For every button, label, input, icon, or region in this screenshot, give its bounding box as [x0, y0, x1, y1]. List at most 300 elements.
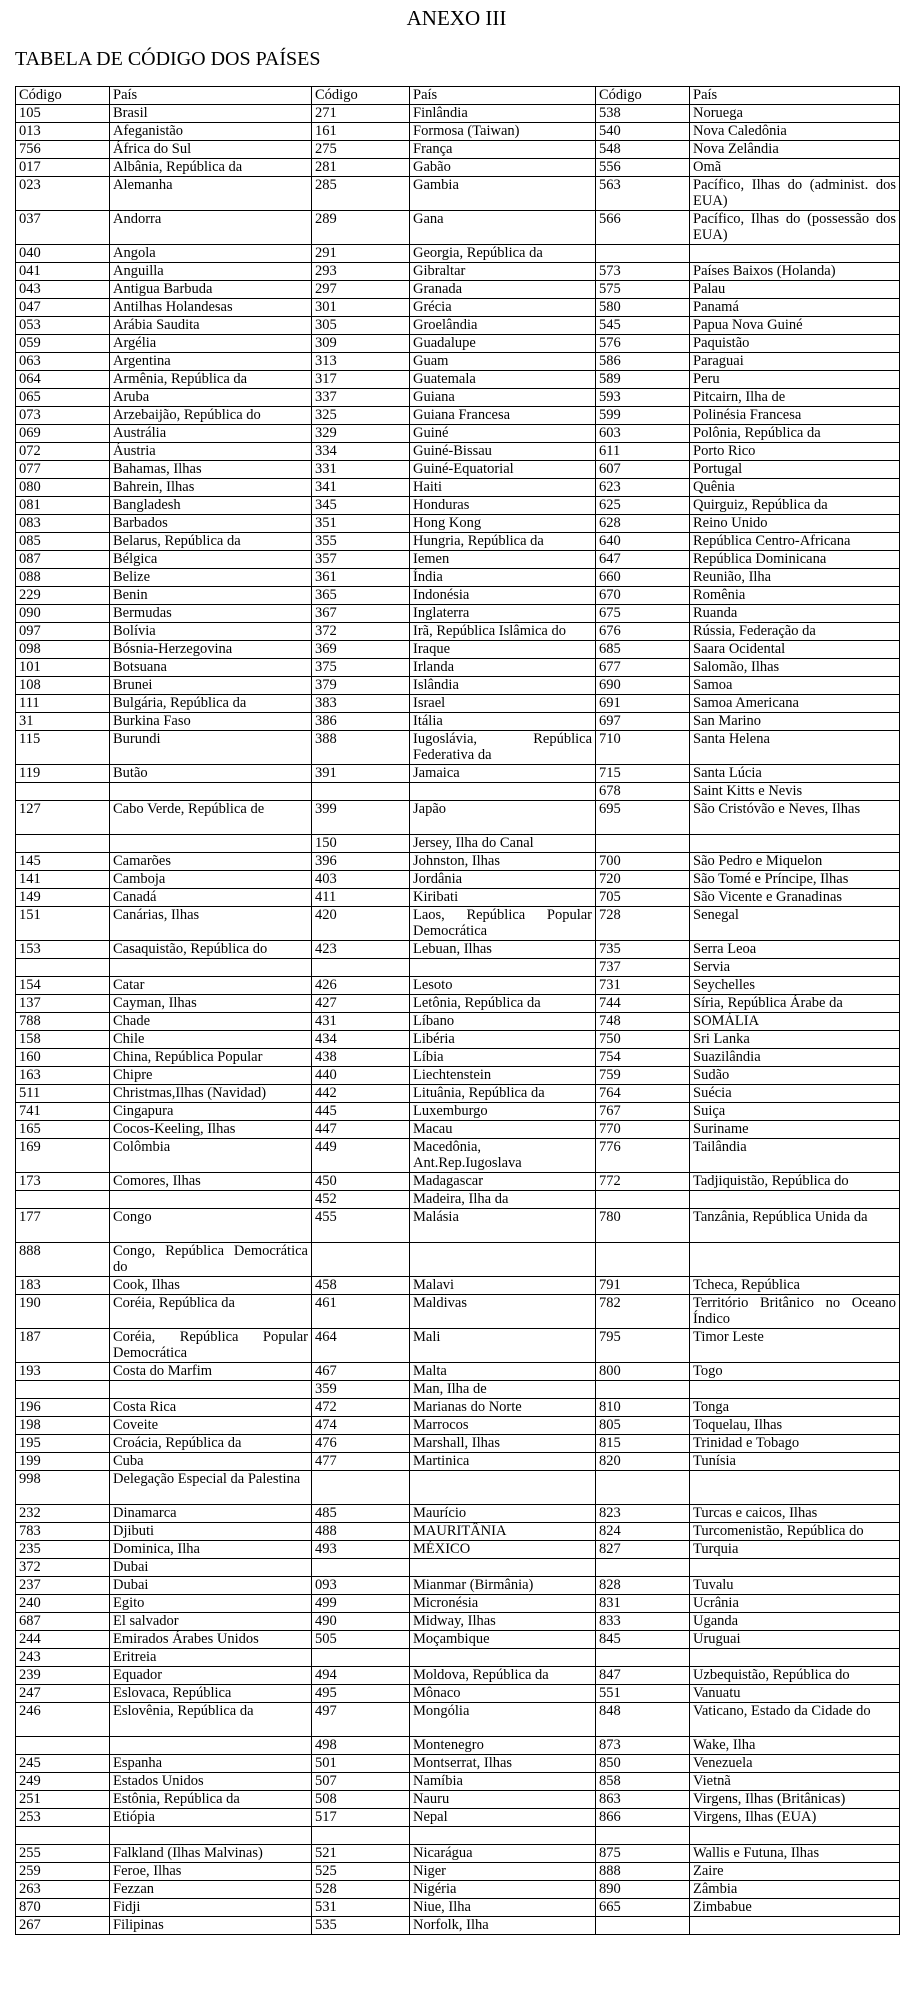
cell-country-3: São Pedro e Miquelon: [690, 853, 900, 871]
cell-country-1: Christmas,Ilhas (Navidad): [110, 1085, 312, 1103]
annex-title: ANEXO III: [406, 6, 507, 30]
table-row: [16, 1049, 900, 1067]
cell-country-1: Cocos-Keeling, Ilhas: [110, 1121, 312, 1139]
table-row: [16, 1209, 900, 1243]
cell-country-1: Brasil: [110, 105, 312, 123]
table-row: [16, 1399, 900, 1417]
cell-country-1: Congo, República Democrática do: [110, 1243, 312, 1277]
cell-code-3: 750: [596, 1031, 690, 1049]
cell-code-2: 426: [312, 977, 410, 995]
cell-code-3: [596, 1381, 690, 1399]
cell-country-3: Tcheca, República: [690, 1277, 900, 1295]
cell-code-3: 599: [596, 407, 690, 425]
cell-country-2: Marianas do Norte: [410, 1399, 596, 1417]
cell-country-3: Nova Caledônia: [690, 123, 900, 141]
cell-code-2: 317: [312, 371, 410, 389]
cell-country-3: [690, 245, 900, 263]
cell-country-2: Jersey, Ilha do Canal: [410, 835, 596, 853]
cell-country-2: Líbia: [410, 1049, 596, 1067]
cell-code-3: 744: [596, 995, 690, 1013]
cell-country-2: Nicarágua: [410, 1845, 596, 1863]
cell-code-2: 285: [312, 177, 410, 211]
cell-code-1: 263: [16, 1881, 110, 1899]
cell-code-2: 461: [312, 1295, 410, 1329]
cell-code-2: 507: [312, 1773, 410, 1791]
table-row: [16, 1649, 900, 1667]
cell-code-3: 805: [596, 1417, 690, 1435]
cell-country-1: Burundi: [110, 731, 312, 765]
table-row: [16, 1809, 900, 1827]
table-row: [16, 407, 900, 425]
cell-code-1: 087: [16, 551, 110, 569]
cell-code-3: 759: [596, 1067, 690, 1085]
cell-country-2: Grécia: [410, 299, 596, 317]
table-row: [16, 677, 900, 695]
cell-country-2: Niger: [410, 1863, 596, 1881]
cell-code-1: 165: [16, 1121, 110, 1139]
cell-code-2: 450: [312, 1173, 410, 1191]
cell-country-1: [110, 1191, 312, 1209]
cell-code-3: 556: [596, 159, 690, 177]
table-row: [16, 569, 900, 587]
cell-code-2: 485: [312, 1505, 410, 1523]
cell-code-3: 831: [596, 1595, 690, 1613]
cell-country-2: Índia: [410, 569, 596, 587]
cell-country-2: Granada: [410, 281, 596, 299]
cell-country-1: Cayman, Ilhas: [110, 995, 312, 1013]
cell-country-3: Samoa: [690, 677, 900, 695]
table-row: [16, 623, 900, 641]
cell-code-2: 325: [312, 407, 410, 425]
cell-country-1: Equador: [110, 1667, 312, 1685]
cell-country-3: [690, 1917, 900, 1935]
cell-code-1: 193: [16, 1363, 110, 1381]
cell-country-1: Cuba: [110, 1453, 312, 1471]
cell-country-3: Saara Ocidental: [690, 641, 900, 659]
table-row: [16, 159, 900, 177]
cell-country-3: Pacífico, Ilhas do (possessão dos EUA): [690, 211, 900, 245]
cell-code-2: 467: [312, 1363, 410, 1381]
table-row: [16, 353, 900, 371]
cell-country-1: Dominica, Ilha: [110, 1541, 312, 1559]
cell-code-2: 498: [312, 1737, 410, 1755]
cell-code-2: 331: [312, 461, 410, 479]
cell-code-2: [312, 783, 410, 801]
cell-country-2: Finlândia: [410, 105, 596, 123]
cell-country-2: Gambia: [410, 177, 596, 211]
cell-code-2: 411: [312, 889, 410, 907]
cell-country-1: Egito: [110, 1595, 312, 1613]
cell-code-2: 334: [312, 443, 410, 461]
cell-country-1: [110, 1737, 312, 1755]
header-country-2: País: [410, 87, 596, 105]
cell-code-2: 495: [312, 1685, 410, 1703]
table-row: [16, 907, 900, 941]
cell-country-1: Coréia, República da: [110, 1295, 312, 1329]
cell-code-1: 169: [16, 1139, 110, 1173]
cell-country-2: Guam: [410, 353, 596, 371]
cell-code-3: 863: [596, 1791, 690, 1809]
cell-country-1: Brunei: [110, 677, 312, 695]
cell-country-3: Tadjiquistão, República do: [690, 1173, 900, 1191]
cell-code-1: 083: [16, 515, 110, 533]
cell-country-3: Zâmbia: [690, 1881, 900, 1899]
table-row: [16, 783, 900, 801]
cell-country-3: Porto Rico: [690, 443, 900, 461]
cell-code-3: 676: [596, 623, 690, 641]
cell-code-2: 379: [312, 677, 410, 695]
cell-code-2: 403: [312, 871, 410, 889]
cell-code-2: 528: [312, 1881, 410, 1899]
cell-code-1: 756: [16, 141, 110, 159]
cell-code-2: 455: [312, 1209, 410, 1243]
cell-code-2: 501: [312, 1755, 410, 1773]
cell-code-3: 576: [596, 335, 690, 353]
table-row: [16, 1863, 900, 1881]
table-row: [16, 1173, 900, 1191]
cell-code-2: 351: [312, 515, 410, 533]
cell-country-1: Afeganistão: [110, 123, 312, 141]
cell-code-2: 301: [312, 299, 410, 317]
cell-country-3: Toquelau, Ilhas: [690, 1417, 900, 1435]
header-country-1: País: [110, 87, 312, 105]
table-row: [16, 1505, 900, 1523]
cell-code-2: [312, 1243, 410, 1277]
cell-country-2: [410, 1243, 596, 1277]
cell-code-2: 388: [312, 731, 410, 765]
cell-country-1: Fezzan: [110, 1881, 312, 1899]
cell-country-3: Tunísia: [690, 1453, 900, 1471]
cell-country-1: Angola: [110, 245, 312, 263]
cell-country-2: [410, 1827, 596, 1845]
cell-code-3: 764: [596, 1085, 690, 1103]
cell-code-3: 728: [596, 907, 690, 941]
cell-country-3: Omã: [690, 159, 900, 177]
cell-code-2: 372: [312, 623, 410, 641]
cell-code-3: 795: [596, 1329, 690, 1363]
table-row: [16, 1523, 900, 1541]
cell-code-3: [596, 1917, 690, 1935]
cell-country-2: Guatemala: [410, 371, 596, 389]
table-row: [16, 141, 900, 159]
cell-code-3: [596, 245, 690, 263]
cell-country-3: Seychelles: [690, 977, 900, 995]
cell-code-3: 735: [596, 941, 690, 959]
cell-code-2: 329: [312, 425, 410, 443]
cell-code-2: [312, 1827, 410, 1845]
cell-code-3: [596, 1191, 690, 1209]
cell-code-3: [596, 1559, 690, 1577]
cell-country-2: [410, 1471, 596, 1505]
cell-code-2: 445: [312, 1103, 410, 1121]
cell-country-3: Palau: [690, 281, 900, 299]
cell-country-1: Falkland (Ilhas Malvinas): [110, 1845, 312, 1863]
table-row: [16, 801, 900, 835]
table-row: [16, 977, 900, 995]
header-code-3: Código: [596, 87, 690, 105]
cell-code-3: 573: [596, 263, 690, 281]
cell-country-2: Moçambique: [410, 1631, 596, 1649]
cell-country-2: Liechtenstein: [410, 1067, 596, 1085]
cell-country-1: Alemanha: [110, 177, 312, 211]
cell-code-2: 438: [312, 1049, 410, 1067]
cell-code-2: 161: [312, 123, 410, 141]
cell-code-1: 888: [16, 1243, 110, 1277]
cell-country-1: Andorra: [110, 211, 312, 245]
cell-country-3: Tailândia: [690, 1139, 900, 1173]
table-row: [16, 551, 900, 569]
table-row: [16, 123, 900, 141]
cell-country-2: Jordânia: [410, 871, 596, 889]
cell-country-1: Anguilla: [110, 263, 312, 281]
cell-country-2: Macedônia, Ant.Rep.Iugoslava: [410, 1139, 596, 1173]
cell-code-1: 065: [16, 389, 110, 407]
cell-country-2: Malásia: [410, 1209, 596, 1243]
table-row: [16, 443, 900, 461]
cell-country-1: Bolívia: [110, 623, 312, 641]
cell-country-1: Dinamarca: [110, 1505, 312, 1523]
cell-country-2: Israel: [410, 695, 596, 713]
table-row: [16, 105, 900, 123]
cell-country-2: Formosa (Taiwan): [410, 123, 596, 141]
cell-code-1: 247: [16, 1685, 110, 1703]
cell-code-3: 815: [596, 1435, 690, 1453]
cell-country-2: Haiti: [410, 479, 596, 497]
cell-country-1: Dubai: [110, 1559, 312, 1577]
cell-code-3: 715: [596, 765, 690, 783]
cell-country-3: Servia: [690, 959, 900, 977]
cell-country-3: Ucrânia: [690, 1595, 900, 1613]
cell-code-1: [16, 835, 110, 853]
cell-code-3: 586: [596, 353, 690, 371]
cell-country-2: Gabão: [410, 159, 596, 177]
cell-code-3: 593: [596, 389, 690, 407]
cell-code-2: 477: [312, 1453, 410, 1471]
table-row: [16, 587, 900, 605]
cell-code-3: 800: [596, 1363, 690, 1381]
cell-code-1: 511: [16, 1085, 110, 1103]
cell-code-1: 037: [16, 211, 110, 245]
cell-country-2: Gana: [410, 211, 596, 245]
cell-code-3: 678: [596, 783, 690, 801]
cell-code-2: 271: [312, 105, 410, 123]
cell-country-3: San Marino: [690, 713, 900, 731]
cell-code-1: 080: [16, 479, 110, 497]
cell-country-1: Bangladesh: [110, 497, 312, 515]
cell-code-1: 244: [16, 1631, 110, 1649]
table-row: [16, 959, 900, 977]
cell-country-3: Peru: [690, 371, 900, 389]
table-row: [16, 389, 900, 407]
cell-country-2: Namíbia: [410, 1773, 596, 1791]
cell-code-3: [596, 1827, 690, 1845]
cell-code-2: 359: [312, 1381, 410, 1399]
cell-code-1: 127: [16, 801, 110, 835]
cell-country-2: Lesoto: [410, 977, 596, 995]
cell-country-2: Líbano: [410, 1013, 596, 1031]
cell-code-2: 367: [312, 605, 410, 623]
cell-code-3: 625: [596, 497, 690, 515]
cell-country-1: Bahrein, Ilhas: [110, 479, 312, 497]
cell-code-3: 888: [596, 1863, 690, 1881]
cell-country-3: Turcomenistão, República do: [690, 1523, 900, 1541]
cell-country-2: Libéria: [410, 1031, 596, 1049]
cell-country-3: Papua Nova Guiné: [690, 317, 900, 335]
cell-code-1: 196: [16, 1399, 110, 1417]
cell-country-1: Argentina: [110, 353, 312, 371]
table-row: [16, 853, 900, 871]
cell-country-1: Áustria: [110, 443, 312, 461]
cell-country-2: França: [410, 141, 596, 159]
table-row: [16, 1613, 900, 1631]
cell-code-2: 449: [312, 1139, 410, 1173]
cell-code-1: 199: [16, 1453, 110, 1471]
cell-code-3: 720: [596, 871, 690, 889]
cell-country-3: Turcas e caicos, Ilhas: [690, 1505, 900, 1523]
cell-code-3: 845: [596, 1631, 690, 1649]
cell-country-1: Coréia, República Popular Democrática: [110, 1329, 312, 1363]
table-row: [16, 1453, 900, 1471]
cell-code-2: 275: [312, 141, 410, 159]
cell-code-3: [596, 1243, 690, 1277]
cell-code-1: 047: [16, 299, 110, 317]
cell-code-1: 259: [16, 1863, 110, 1881]
cell-country-1: África do Sul: [110, 141, 312, 159]
cell-code-3: 589: [596, 371, 690, 389]
cell-country-3: Venezuela: [690, 1755, 900, 1773]
cell-code-2: 399: [312, 801, 410, 835]
cell-code-2: 281: [312, 159, 410, 177]
cell-country-2: Mônaco: [410, 1685, 596, 1703]
table-row: [16, 263, 900, 281]
cell-country-2: Norfolk, Ilha: [410, 1917, 596, 1935]
cell-code-3: 827: [596, 1541, 690, 1559]
cell-code-3: 847: [596, 1667, 690, 1685]
cell-code-3: 670: [596, 587, 690, 605]
cell-country-1: Cook, Ilhas: [110, 1277, 312, 1295]
cell-country-2: Guiné-Bissau: [410, 443, 596, 461]
cell-country-3: [690, 1827, 900, 1845]
cell-code-1: 017: [16, 159, 110, 177]
table-row: [16, 1881, 900, 1899]
cell-code-3: 700: [596, 853, 690, 871]
cell-country-2: Maldivas: [410, 1295, 596, 1329]
cell-country-1: Costa do Marfim: [110, 1363, 312, 1381]
cell-code-3: 737: [596, 959, 690, 977]
cell-country-3: São Vicente e Granadinas: [690, 889, 900, 907]
cell-code-3: 603: [596, 425, 690, 443]
cell-country-3: Virgens, Ilhas (Britânicas): [690, 1791, 900, 1809]
cell-country-1: Casaquistão, República do: [110, 941, 312, 959]
cell-country-2: Johnston, Ilhas: [410, 853, 596, 871]
table-row: [16, 889, 900, 907]
cell-code-3: 875: [596, 1845, 690, 1863]
cell-country-3: Uganda: [690, 1613, 900, 1631]
cell-code-2: 369: [312, 641, 410, 659]
cell-code-3: 850: [596, 1755, 690, 1773]
cell-country-3: Sudão: [690, 1067, 900, 1085]
cell-code-3: 705: [596, 889, 690, 907]
cell-code-1: 255: [16, 1845, 110, 1863]
cell-country-3: Uruguai: [690, 1631, 900, 1649]
cell-country-3: Samoa Americana: [690, 695, 900, 713]
cell-country-1: Coveite: [110, 1417, 312, 1435]
cell-country-1: Bélgica: [110, 551, 312, 569]
cell-country-2: Marshall, Ilhas: [410, 1435, 596, 1453]
cell-country-1: Emirados Árabes Unidos: [110, 1631, 312, 1649]
cell-code-3: 551: [596, 1685, 690, 1703]
cell-code-2: 508: [312, 1791, 410, 1809]
cell-country-2: Nigéria: [410, 1881, 596, 1899]
table-row: [16, 1595, 900, 1613]
cell-code-2: 355: [312, 533, 410, 551]
table-row: [16, 695, 900, 713]
cell-country-3: Quirguiz, República da: [690, 497, 900, 515]
cell-code-1: 249: [16, 1773, 110, 1791]
cell-country-2: Inglaterra: [410, 605, 596, 623]
cell-code-1: 239: [16, 1667, 110, 1685]
cell-country-1: Arzebaijão, República do: [110, 407, 312, 425]
cell-country-2: Mali: [410, 1329, 596, 1363]
cell-country-2: Hong Kong: [410, 515, 596, 533]
cell-code-1: 064: [16, 371, 110, 389]
cell-code-2: 458: [312, 1277, 410, 1295]
cell-code-3: 623: [596, 479, 690, 497]
cell-code-2: 431: [312, 1013, 410, 1031]
cell-country-3: Vanuatu: [690, 1685, 900, 1703]
cell-country-1: Burkina Faso: [110, 713, 312, 731]
table-row: [16, 1067, 900, 1085]
cell-country-3: Portugal: [690, 461, 900, 479]
cell-country-2: Guiana: [410, 389, 596, 407]
cell-country-2: Niue, Ilha: [410, 1899, 596, 1917]
cell-code-3: 780: [596, 1209, 690, 1243]
cell-code-2: 383: [312, 695, 410, 713]
cell-country-1: Colômbia: [110, 1139, 312, 1173]
cell-code-1: 072: [16, 443, 110, 461]
table-row: [16, 533, 900, 551]
cell-country-3: Serra Leoa: [690, 941, 900, 959]
table-row: [16, 1737, 900, 1755]
cell-country-1: Fidji: [110, 1899, 312, 1917]
cell-code-3: 890: [596, 1881, 690, 1899]
cell-country-2: Malavi: [410, 1277, 596, 1295]
cell-code-3: 640: [596, 533, 690, 551]
cell-code-3: 820: [596, 1453, 690, 1471]
cell-country-2: Mianmar (Birmânia): [410, 1577, 596, 1595]
cell-country-1: Arábia Saudita: [110, 317, 312, 335]
cell-country-2: Guiné: [410, 425, 596, 443]
cell-code-1: 245: [16, 1755, 110, 1773]
cell-code-1: 177: [16, 1209, 110, 1243]
cell-country-3: Suiça: [690, 1103, 900, 1121]
cell-code-1: 158: [16, 1031, 110, 1049]
cell-country-1: Bulgária, República da: [110, 695, 312, 713]
cell-code-1: 237: [16, 1577, 110, 1595]
cell-code-2: 289: [312, 211, 410, 245]
cell-country-1: [110, 959, 312, 977]
cell-code-3: 545: [596, 317, 690, 335]
cell-code-2: 497: [312, 1703, 410, 1737]
cell-code-1: 31: [16, 713, 110, 731]
table-row: [16, 731, 900, 765]
table-row: [16, 479, 900, 497]
cell-code-3: 791: [596, 1277, 690, 1295]
cell-code-1: 160: [16, 1049, 110, 1067]
cell-country-1: Djibuti: [110, 1523, 312, 1541]
table-row: [16, 245, 900, 263]
table-row: [16, 1243, 900, 1277]
